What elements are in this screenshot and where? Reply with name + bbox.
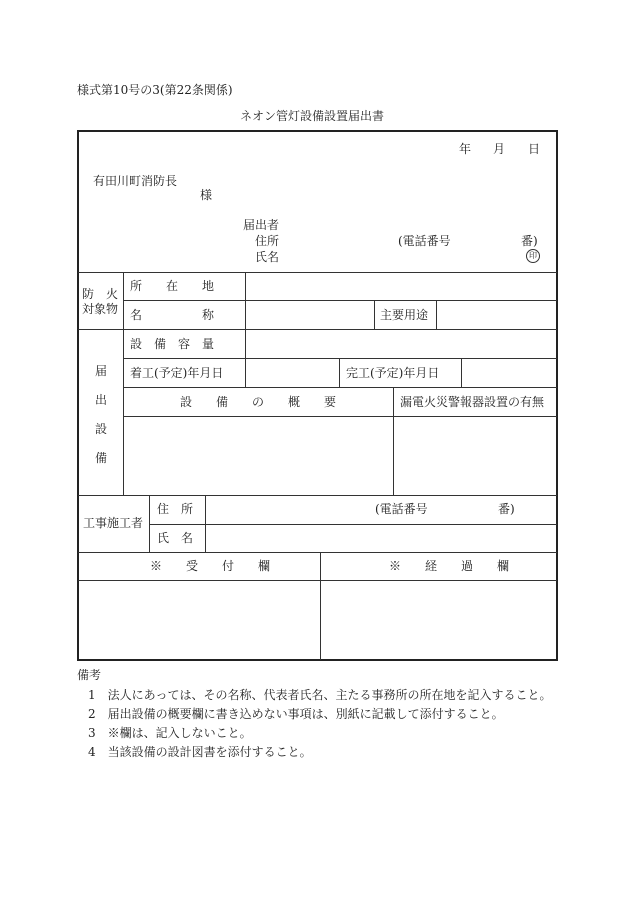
form-number: 様式第10号の3(第22条関係) <box>77 83 233 97</box>
main-use-label: 主要用途 <box>380 308 429 322</box>
notifier-label: 届出者 <box>243 218 280 232</box>
reception-label: ※ 受 付 欄 <box>150 559 271 573</box>
rule <box>245 358 246 387</box>
equipment-label-2: 出 <box>95 393 108 407</box>
rule <box>149 495 150 552</box>
rule <box>339 358 340 387</box>
date-day: 日 <box>528 142 541 156</box>
rule <box>461 358 462 387</box>
rule <box>123 387 557 388</box>
date-month: 月 <box>493 142 506 156</box>
rule <box>374 300 375 329</box>
progress-label: ※ 経 過 欄 <box>389 559 510 573</box>
location-label: 所 在 地 <box>130 279 215 293</box>
form-title: ネオン管灯設備設置届出書 <box>240 109 385 123</box>
contractor-address-label: 住 所 <box>157 502 194 516</box>
contractor-label: 工事施工者 <box>83 516 144 530</box>
note-item: 1 法人にあっては、その名称、代表者氏名、主たる事務所の所在地を記入すること。 <box>88 688 552 702</box>
rule <box>123 300 557 301</box>
start-date-label: 着工(予定)年月日 <box>130 366 224 380</box>
equipment-label-3: 設 <box>95 422 108 436</box>
note-item: 3 ※欄は、記入しないこと。 <box>88 726 252 740</box>
note-item: 4 当該設備の設計図書を添付すること。 <box>88 745 312 759</box>
target-name-label: 名 称 <box>130 308 215 322</box>
addressee-honorific: 様 <box>200 188 213 202</box>
date-year: 年 <box>459 142 472 156</box>
complete-date-label: 完工(予定)年月日 <box>346 366 440 380</box>
rule <box>78 580 557 581</box>
rule <box>78 329 557 330</box>
addressee: 有田川町消防長 <box>93 174 178 188</box>
notifier-phone-label: (電話番号 <box>398 234 451 248</box>
contractor-name-label: 氏 名 <box>157 531 194 545</box>
rule <box>123 416 557 417</box>
rule <box>149 524 557 525</box>
rule <box>78 552 557 553</box>
rule <box>436 300 437 329</box>
notifier-address-label: 住所 <box>255 234 280 248</box>
rule <box>78 272 557 273</box>
note-item: 2 届出設備の概要欄に書き込めない事項は、別紙に記載して添付すること。 <box>88 707 504 721</box>
rule <box>123 272 124 495</box>
equipment-label-4: 備 <box>95 451 108 465</box>
notes-heading: 備考 <box>77 668 102 682</box>
contractor-phone-end: 番) <box>498 502 515 516</box>
target-label-line1: 防 火 <box>82 287 119 301</box>
notifier-name-label: 氏名 <box>255 250 280 264</box>
rule <box>393 387 394 495</box>
seal-mark: 印 <box>526 249 540 263</box>
contractor-phone-label: (電話番号 <box>375 502 428 516</box>
rule <box>205 495 206 552</box>
capacity-label: 設 備 容 量 <box>130 337 215 351</box>
equipment-label-1: 届 <box>95 364 108 378</box>
target-label-line2: 対象物 <box>82 302 119 316</box>
notifier-phone-end: 番) <box>521 234 538 248</box>
leak-alarm-label: 漏電火災警報器設置の有無 <box>400 395 545 409</box>
overview-label: 設 備 の 概 要 <box>180 395 337 409</box>
rule <box>320 552 321 660</box>
rule <box>123 358 557 359</box>
rule <box>245 272 246 358</box>
